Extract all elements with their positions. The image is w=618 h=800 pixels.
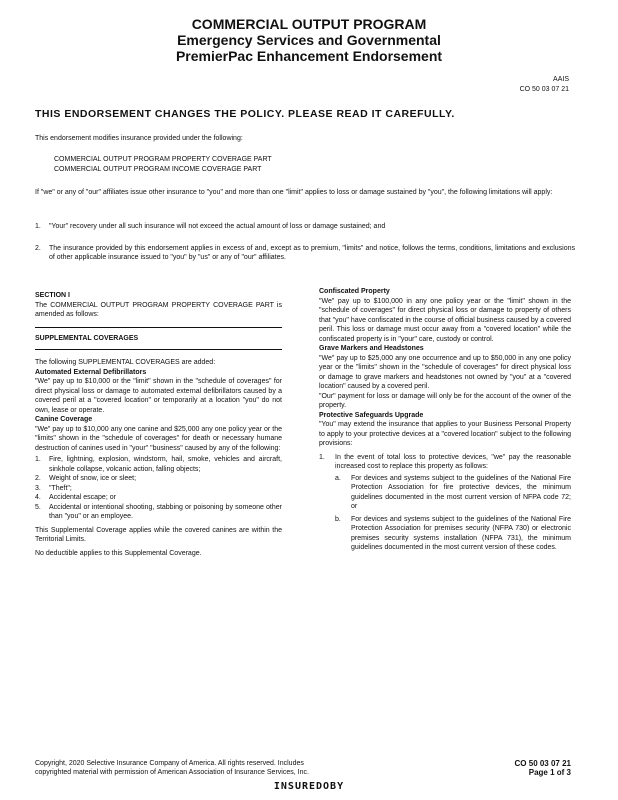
canine-heading: Canine Coverage (35, 416, 93, 423)
copyright-line-1: Copyright, 2020 Selective Insurance Company of America. All rights reserved. Includes (35, 760, 304, 767)
aed-heading: Automated External Defibrillators (35, 368, 147, 376)
perils-list (35, 455, 282, 522)
form-id: CO 50 03 07 21 (519, 85, 569, 93)
limitation-text: The insurance provided by this endorsement applies in excess of and, except as to premium, "limits" and notice, follows the terms, conditions, limitations and exclusions of other applicable insurance issued to "you" by "us" or any of "our" affiliates. (49, 244, 575, 261)
watermark: INSUREDOBY (273, 781, 345, 792)
grave-text: "We" pay up to $25,000 any one occurrence and up to $50,000 in any one policy year or the "limits" shown in the "schedule of coverages" for direct physical loss or damage to grave markers and headstones not owned by "you" at a "covered location" caused by a covered peril. (319, 354, 571, 390)
footer-form-id: CO 50 03 07 21 (514, 759, 571, 768)
peril-text: Accidental or intentional shooting, stabbing or poisoning by someone other than "you" or an employee. (49, 503, 282, 520)
form-header-id (520, 75, 569, 94)
safeguards-heading: Protective Safeguards Upgrade (319, 411, 424, 419)
confiscated-heading: Confiscated Property (319, 288, 390, 295)
canine-territory: This Supplemental Coverage applies while the covered canines are within the Territorial Limits. (35, 526, 282, 543)
safeguard-item-1-text: In the event of total loss to protective devices, "we" pay the reasonable increased cost to replace this property as follows: (335, 453, 571, 470)
peril-number: 3. (35, 484, 41, 492)
safeguards-text: "You" may extend the insurance that applies to your Business Personal Property to apply to your protective devices at a "covered location" subject to the following provisions: (319, 421, 571, 447)
peril-item (35, 493, 282, 503)
org-label: AAIS (553, 76, 569, 83)
peril-number: 4. (35, 494, 41, 501)
safeguard-subitem-b: b. For devices and systems subject to the guidelines of the National Fire Protection Association for premises security (NFPA 730) or electronic premises security systems installation (NFPA 731), the minimum guidelines documented in the most current version of these codes. (335, 515, 571, 551)
peril-text: Fire, lightning, explosion, windstorm, hail, smoke, vehicles and aircraft, sinkhole collapse, volcanic action, falling objects; (49, 456, 282, 473)
safeguard-item-1: 1. In the event of total loss to protective devices, "we" pay the reasonable increased cost to replace this property as follows: a. For devices and systems subject to the guidelines of the National Fire Protection Association for fire protective devices, the minimum guidelines documented in the most current version of NFPA code 72; or b. For devices and systems subject to the guidelines of the National Fire Protection Association for premises security (NFPA 730) or electronic premises security systems installation (NFPA 731), the minimum guidelines documented in the most current version of these codes. (319, 453, 571, 551)
section-text: The COMMERCIAL OUTPUT PROGRAM PROPERTY COVERAGE PART is amended as follows: (35, 301, 282, 318)
limitation-text: "Your" recovery under all such insurance will not exceed the actual amount of loss or damage sustained; and (49, 223, 386, 230)
supplemental-intro: The following SUPPLEMENTAL COVERAGES are added: (35, 359, 216, 366)
supplemental-heading: SUPPLEMENTAL COVERAGES (35, 334, 139, 342)
peril-item (35, 503, 282, 522)
section-label: SECTION I (35, 292, 71, 299)
title-line-1: COMMERCIAL OUTPUT PROGRAM (191, 16, 427, 32)
peril-number: 5. (35, 503, 41, 511)
copyright-notice (35, 759, 465, 777)
divider (35, 327, 282, 328)
policy-notice: THIS ENDORSEMENT CHANGES THE POLICY. PLEASE READ IT CAREFULLY. (35, 108, 455, 120)
grave-heading: Grave Markers and Headstones (319, 345, 424, 352)
footer-form-info (515, 759, 571, 777)
peril-number: 2. (35, 475, 41, 482)
canine-text: "We" pay up to $10,000 any one canine and $25,000 any one policy year or the "limits" shown in the "schedule of coverages" for death or necessary humane destruction of canines used in "your" "business" caused by any of the following: (35, 425, 282, 452)
divider (35, 349, 282, 350)
limitation-number: 1. (35, 223, 41, 230)
aed-text: "We" pay up to $10,000 or the "limit" shown in the "schedule of coverages" for direct physical loss or damage to automated external defibrillators caused by a covered peril at a "covered location" or temporarily at a location "you" do not own, lease or operate. (35, 378, 282, 414)
limitation-item (35, 222, 575, 232)
canine-deductible: No deductible applies to this Supplemental Coverage. (35, 549, 202, 557)
safeguard-subitem-a-text: For devices and systems subject to the guidelines of the National Fire Protection Association for fire protective devices, the minimum guidelines documented in the most current version of NFPA code 72; or (351, 474, 571, 510)
safeguard-subitem-a: a. For devices and systems subject to the guidelines of the National Fire Protection Association for fire protective devices, the minimum guidelines documented in the most current version of NFPA code 72; or (335, 474, 571, 510)
coverage-part-1: COMMERCIAL OUTPUT PROGRAM PROPERTY COVERAGE PART (54, 156, 272, 163)
coverage-part-2: COMMERCIAL OUTPUT PROGRAM INCOME COVERAGE PART (54, 165, 262, 173)
intro-text: This endorsement modifies insurance provided under the following: (35, 135, 243, 142)
peril-item (35, 474, 282, 484)
page-number: Page 1 of 3 (528, 768, 571, 777)
limitation-number: 2. (35, 244, 41, 252)
grave-payment: "Our" payment for loss or damage will only be for the account of the owner of the property. (319, 392, 571, 409)
peril-text: "Theft"; (49, 484, 72, 492)
confiscated-text: "We" pay up to $100,000 in any one policy year or the "limit" shown in the "schedule of coverages" for direct physical loss or damage to property of others that "you" have confiscated in the course of official business caused by a covered peril. This loss or damage must occur away from a "covered location" while the confiscated property is in "your" care, custody or control. (319, 297, 571, 343)
coverage-parts (54, 155, 574, 174)
safeguard-subitem-b-text: For devices and systems subject to the guidelines of the National Fire Protection Association for premises security (NFPA 730) or electronic premises security systems installation (NFPA 731), the minimum guidelines documented in the most current version of these codes. (351, 515, 571, 551)
form-title (0, 16, 618, 64)
peril-item (35, 484, 282, 494)
right-column (319, 287, 571, 553)
peril-item (35, 455, 282, 474)
left-column (35, 291, 282, 558)
peril-number: 1. (35, 456, 41, 463)
limitations-list (35, 222, 575, 263)
affiliates-paragraph: If "we" or any of "our" affiliates issue other insurance to "you" and more than one "limit" applies to loss or damage sustained by "you", the following limitations will apply: (35, 189, 553, 196)
peril-text: Weight of snow, ice or sleet; (49, 475, 137, 482)
copyright-line-2: copyrighted material with permission of American Association of Insurance Services, Inc. (35, 769, 309, 776)
peril-text: Accidental escape; or (49, 494, 116, 501)
title-line-3: PremierPac Enhancement Endorsement (175, 48, 443, 64)
limitation-item (35, 244, 575, 263)
title-line-2: Emergency Services and Governmental (177, 32, 441, 48)
